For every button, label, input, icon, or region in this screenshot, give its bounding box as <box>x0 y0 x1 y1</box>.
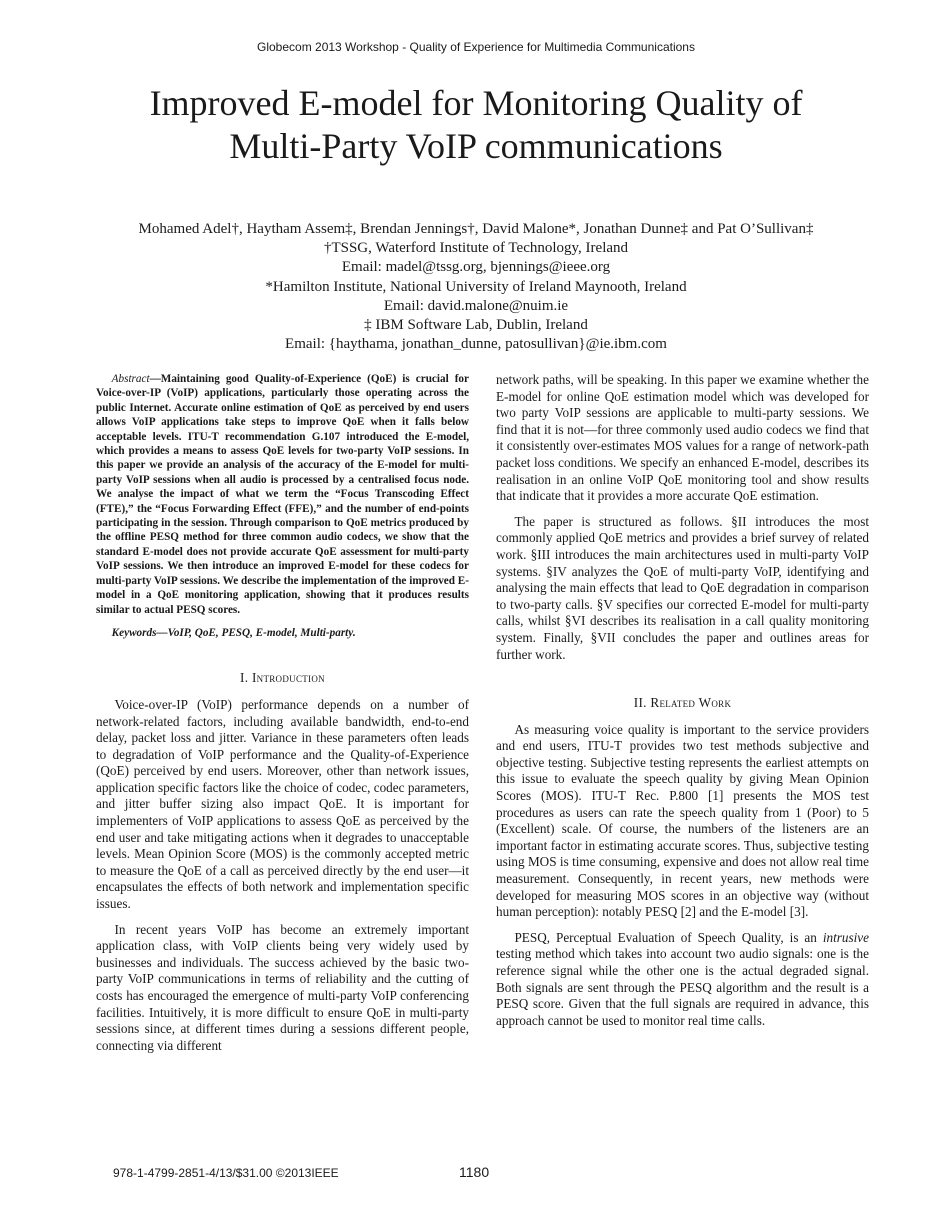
email-tssg: Email: madel@tssg.org, bjennings@ieee.org <box>341 259 611 276</box>
section-title: Introduction <box>251 670 325 686</box>
title-line-2: Multi-Party VoIP communications <box>229 126 723 166</box>
paper-title <box>60 82 892 168</box>
paragraph-continued: network paths, will be speaking. In this paper we examine whether the E-model for online QoE estimation model which was developed for two party VoIP sessions are applicable to multi-party sessions. We find that it is not—for three commonly used audio codecs we find that it consistently over-estimates MOS values for a range of network-path packet loss conditions. We specify an enhanced E-model, describes its realisation in an online VoIP QoE monitoring tool and show results that indicate that it provides a more accurate QoE estimation. <box>496 372 869 504</box>
email-ibm: Email: {haythama, jonathan_dunne, patosullivan}@ie.ibm.com <box>285 336 667 353</box>
paragraph: As measuring voice quality is important to the service providers and end users, ITU-T provides two test methods subjective and objective testing. Subjective testing represents the earliest attempts on this issue to evaluate the speech quality by giving Mean Opinion Scores (MOS). ITU-T Rec. P.800 [1] presents the MOS test procedures as users can rate the speech quality from 1 (Poor) to 5 (Excellent) scale. Of course, the numbers of the listeners are an important factor in estimating accurate scores. Thus, subjective testing using MOS is time consuming, expensive and does not allow real time measurement. Consequently, in recent years, new methods were developed for measuring MOS scores in an objective way (without human perception): notably PESQ [2] and the E-model [3]. <box>496 721 869 920</box>
author-names: Mohamed Adel†, Haytham Assem‡, Brendan Jennings†, David Malone*, Jonathan Dunne‡ and Pat O’Sullivan‡ <box>138 221 814 237</box>
abstract-text: —Maintaining good Quality-of-Experience (QoE) is crucial for Voice-over-IP (VoIP) applications, particularly those operating across the public Internet. Accurate online estimation of QoE as perceived by end users allows VoIP applications take steps to improve QoE when it falls below acceptable levels. ITU-T recommendation G.107 introduced the E-model, which provides a means to assess QoE levels for two-party VoIP sessions. In this paper we provide an analysis of the accuracy of the E-model for multi-party VoIP sessions when all audio is processed by a centralised focus node. We analyse the impact of what we term the “Focus Transcoding Effect (FTE),” the “Focus Forwarding Effect (FFE),” and the number of end-points participating in the session. Through comparison to QoE metrics produced by the offline PESQ method for three common audio codecs, we show that the standard E-model does not provide accurate QoE assessment for multi-party VoIP sessions. We then introduce an improved E-model for these codecs for multi-party VoIP sessions. We describe the implementation of the improved E-model in a QoE monitoring application, showing that it produces results similar to actual PESQ scores. <box>96 373 469 616</box>
keywords: Keywords—VoIP, QoE, PESQ, E-model, Multi-party. <box>111 626 356 639</box>
text-run: testing method which takes into account two audio signals: one is the reference signal while the other one is the actual degraded signal. Both signals are sent through the PESQ algorithm and the result is a PESQ score. Given that the full signals are required in advance, this approach cannot be used to monitor real time calls. <box>496 946 869 1028</box>
affiliation-tssg: †TSSG, Waterford Institute of Technology, Ireland <box>323 240 629 257</box>
title-line-1: Improved E-model for Monitoring Quality of <box>149 83 803 123</box>
footer-isbn: 978-1-4799-2851-4/13/$31.00 ©2013IEEE <box>113 1166 339 1180</box>
email-hamilton: Email: david.malone@nuim.ie <box>383 297 569 314</box>
abstract <box>96 372 469 617</box>
affiliation-hamilton: *Hamilton Institute, National University of Ireland Maynooth, Ireland <box>265 278 687 295</box>
affiliation-ibm: ‡ IBM Software Lab, Dublin, Ireland <box>364 317 588 334</box>
section-number: II. <box>633 695 647 711</box>
abstract-lead: Abstract <box>111 373 150 385</box>
page-number: 1180 <box>459 1164 490 1180</box>
section-heading-related-work <box>496 695 869 712</box>
right-column <box>496 372 869 1029</box>
left-column <box>96 372 469 1054</box>
paragraph <box>496 930 869 1030</box>
section-heading-introduction <box>96 670 469 687</box>
paragraph: The paper is structured as follows. §II introduces the most commonly applied QoE metrics and provides a brief survey of related work. §III introduces the main architectures used in multi-party VoIP systems. §IV analyzes the QoE of multi-party VoIP, identifying and analysing the main effects that lead to QoE degradation in comparison to two-party calls. §V specifies our corrected E-model for multi-party calls, whilst §VI describes its realisation in a call quality monitoring system. Finally, §VII concludes the paper and outlines areas for further work. <box>496 513 869 662</box>
section-title: Related Work <box>650 695 732 711</box>
section-number: I. <box>240 670 249 686</box>
text-run-italic: intrusive <box>822 929 869 945</box>
author-block <box>30 220 922 354</box>
conference-header: Globecom 2013 Workshop - Quality of Experience for Multimedia Communications <box>257 40 695 54</box>
paragraph: In recent years VoIP has become an extremely important application class, with VoIP clients being very widely used by businesses and individuals. The success achieved by the basic two-party VoIP communications in terms of reliability and the cutting of costs has encouraged the emergence of multi-party VoIP conferencing facilities. Intuitively, it is more difficult to ensure QoE in multi-party sessions since, at different times during a sessions different people, connecting via different <box>96 921 469 1053</box>
paragraph: Voice-over-IP (VoIP) performance depends on a number of network-related factors, including available bandwidth, end-to-end delay, packet loss and jitter. Variance in these parameters often leads to degradation of VoIP performance and the Quality-of-Experience (QoE) perceived by end users. Moreover, other than network issues, application specific factors like the choice of codec, codec parameters, and jitter buffer sizing also impact QoE. It is important for implementers of VoIP applications to assess QoE as perceived by the end user and take mitigating actions when it degrades to unacceptable levels. Mean Opinion Score (MOS) is the commonly accepted metric to measure the QoE of a call as perceived directly by the end user—it encapsulates the effects of both network and implementation specific issues. <box>96 696 469 912</box>
text-run: PESQ, Perceptual Evaluation of Speech Quality, is an <box>514 929 823 945</box>
